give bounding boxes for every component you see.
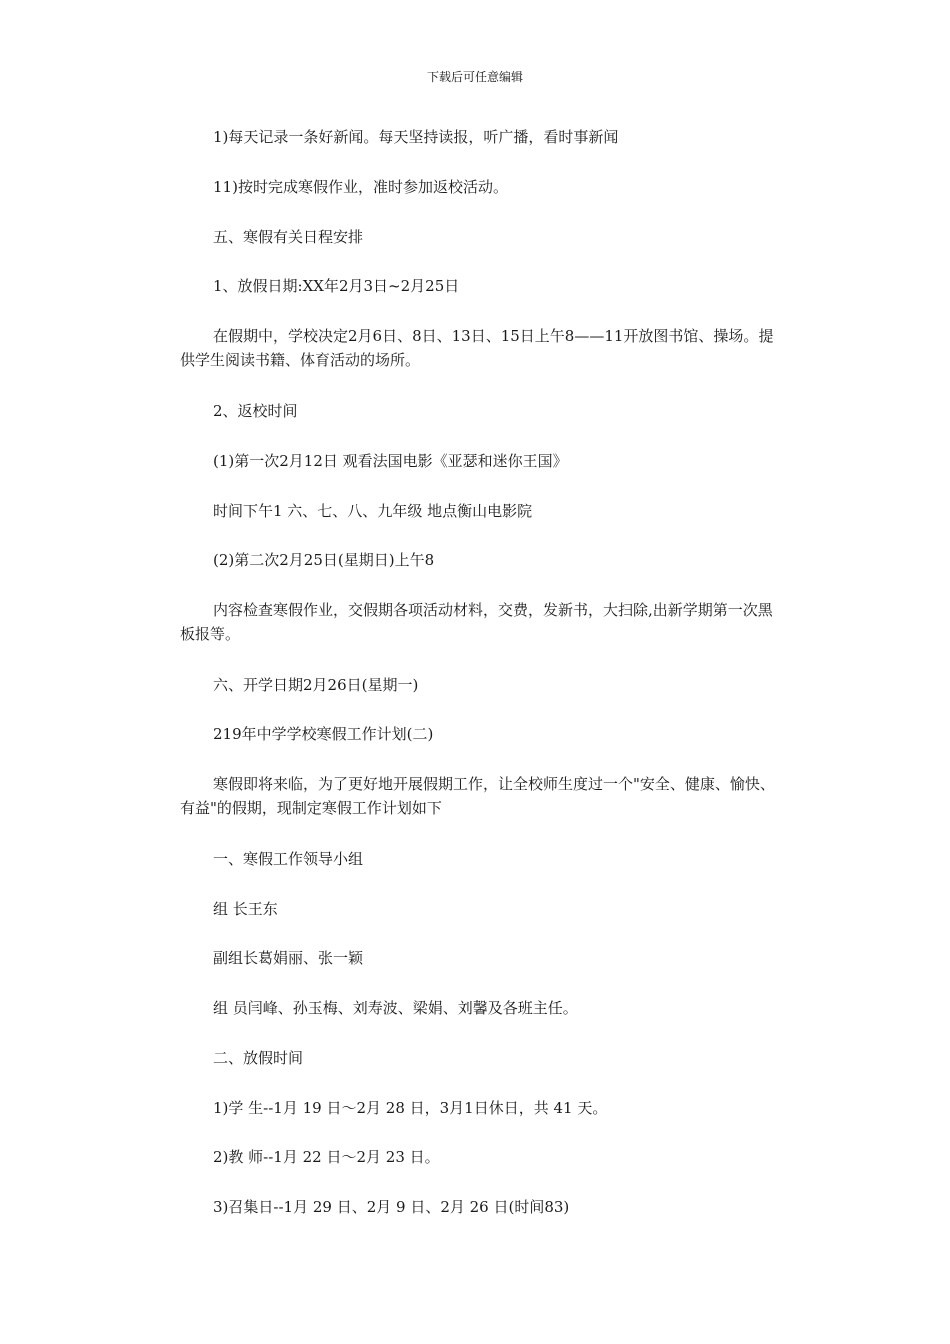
- paragraph-first-return: (1)第一次2月12日 观看法国电影《亚瑟和迷你王国》: [213, 452, 568, 470]
- page-header: 下载后可任意编辑: [426, 70, 523, 84]
- paragraph-teacher-holiday: 2)教 师--1月 22 日～2月 23 日。: [213, 1148, 440, 1166]
- section-heading-schedule: 五、寒假有关日程安排: [213, 228, 364, 246]
- paragraph-library-open: 在假期中，学校决定2月6日、8日、13日、15日上午8——11开放图书馆、操场。提供学生阅读书籍、体育活动的场所。: [180, 327, 774, 369]
- paragraph-holiday-dates: 1、放假日期:XX年2月3日~2月25日: [213, 277, 460, 295]
- section-heading-school-start: 六、开学日期2月26日(星期一): [213, 676, 419, 694]
- paragraph-assembly-days: 3)召集日--1月 29 日、2月 9 日、2月 26 日(时间83): [213, 1198, 570, 1216]
- section-heading-leadership: 一、寒假工作领导小组: [213, 850, 364, 868]
- paragraph-return-time: 2、返校时间: [213, 402, 298, 420]
- paragraph-student-holiday: 1)学 生--1月 19 日～2月 28 日，3月1日休日，共 41 天。: [213, 1099, 608, 1117]
- paragraph-members: 组 员闫峰、孙玉梅、刘寿波、梁娟、刘馨及各班主任。: [213, 999, 578, 1017]
- document-subtitle: 219年中学学校寒假工作计划(二): [213, 725, 434, 743]
- paragraph-intro: 寒假即将来临，为了更好地开展假期工作，让全校师生度过一个"安全、健康、愉快、有益"的假期，现制定寒假工作计划如下: [180, 775, 775, 817]
- paragraph-return-content: 内容检查寒假作业，交假期各项活动材料，交费，发新书，大扫除,出新学期第一次黑板报等。: [180, 601, 773, 643]
- paragraph-deputy-leader: 副组长葛娟丽、张一颖: [213, 949, 364, 967]
- paragraph-homework: 11)按时完成寒假作业，准时参加返校活动。: [213, 178, 508, 196]
- paragraph-group-leader: 组 长王东: [213, 900, 278, 918]
- paragraph-movie-time: 时间下午1 六、七、八、九年级 地点衡山电影院: [213, 502, 533, 520]
- paragraph-news-habit: 1)每天记录一条好新闻。每天坚持读报，听广播，看时事新闻: [213, 128, 619, 146]
- paragraph-second-return: (2)第二次2月25日(星期日)上午8: [213, 551, 435, 569]
- section-heading-holiday-time: 二、放假时间: [213, 1049, 304, 1067]
